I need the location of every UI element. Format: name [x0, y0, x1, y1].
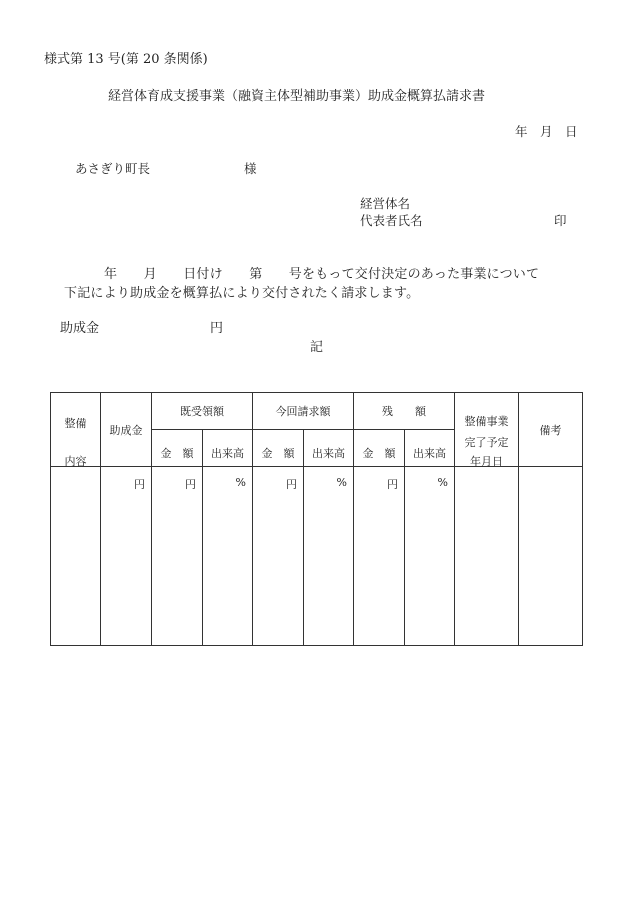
- received-percent-cell: %: [203, 467, 253, 646]
- header-schedule-line1: 整備事業: [464, 415, 509, 428]
- notes-cell: [519, 467, 583, 646]
- item-content-cell: [51, 467, 101, 646]
- header-remaining-progress: 出来高: [405, 430, 455, 467]
- schedule-cell: [455, 467, 519, 646]
- addressee-suffix: 様: [244, 161, 257, 176]
- representative-label: 代表者氏名: [360, 213, 423, 228]
- seal-mark: 印: [554, 213, 567, 228]
- current-percent-cell: %: [304, 467, 354, 646]
- table-row: [51, 467, 583, 646]
- subsidy-label: 助成金: [60, 321, 100, 336]
- date-line: 年 月 日: [515, 124, 578, 139]
- header-received-progress: 出来高: [203, 430, 253, 467]
- header-current-amount: 金 額: [253, 430, 304, 467]
- header-item-top: 整備: [64, 417, 87, 430]
- body-line-2: 下記により助成金を概算払により交付されたく請求します。: [64, 286, 420, 301]
- remaining-yen-cell: 円: [354, 467, 405, 646]
- subsidy-breakdown-table: [50, 392, 583, 646]
- subsidy-yen-cell: 円: [101, 467, 152, 646]
- received-yen-cell: 円: [152, 467, 203, 646]
- current-yen-cell: 円: [253, 467, 304, 646]
- header-item-bottom: 内容: [64, 455, 87, 468]
- org-name-label: 経営体名: [360, 196, 411, 211]
- header-current-group: 今回請求額: [253, 393, 354, 430]
- header-item-cell: [51, 393, 101, 467]
- subsidy-unit: 円: [210, 321, 224, 336]
- form-number: 様式第 13 号(第 20 条関係): [44, 52, 208, 67]
- header-schedule-line3: 年月日: [470, 455, 503, 468]
- header-received-amount: 金 額: [152, 430, 203, 467]
- header-schedule-cell: [455, 393, 519, 467]
- body-line-1: 年 月 日付け 第 号をもって交付決定のあった事業について: [104, 267, 540, 282]
- table-header-row-1: [51, 393, 583, 430]
- document-title: 経営体育成支援事業（融資主体型補助事業）助成金概算払請求書: [108, 89, 486, 104]
- header-subsidy: 助成金: [101, 393, 152, 467]
- addressee: あさぎり町長: [75, 161, 151, 176]
- header-received-group: 既受領額: [152, 393, 253, 430]
- header-notes: 備考: [519, 393, 583, 467]
- header-schedule-line2: 完了予定: [464, 436, 509, 449]
- remaining-percent-cell: %: [405, 467, 455, 646]
- header-remaining-group: 残 額: [354, 393, 455, 430]
- record-heading: 記: [310, 340, 324, 355]
- header-remaining-amount: 金 額: [354, 430, 405, 467]
- header-current-progress: 出来高: [304, 430, 354, 467]
